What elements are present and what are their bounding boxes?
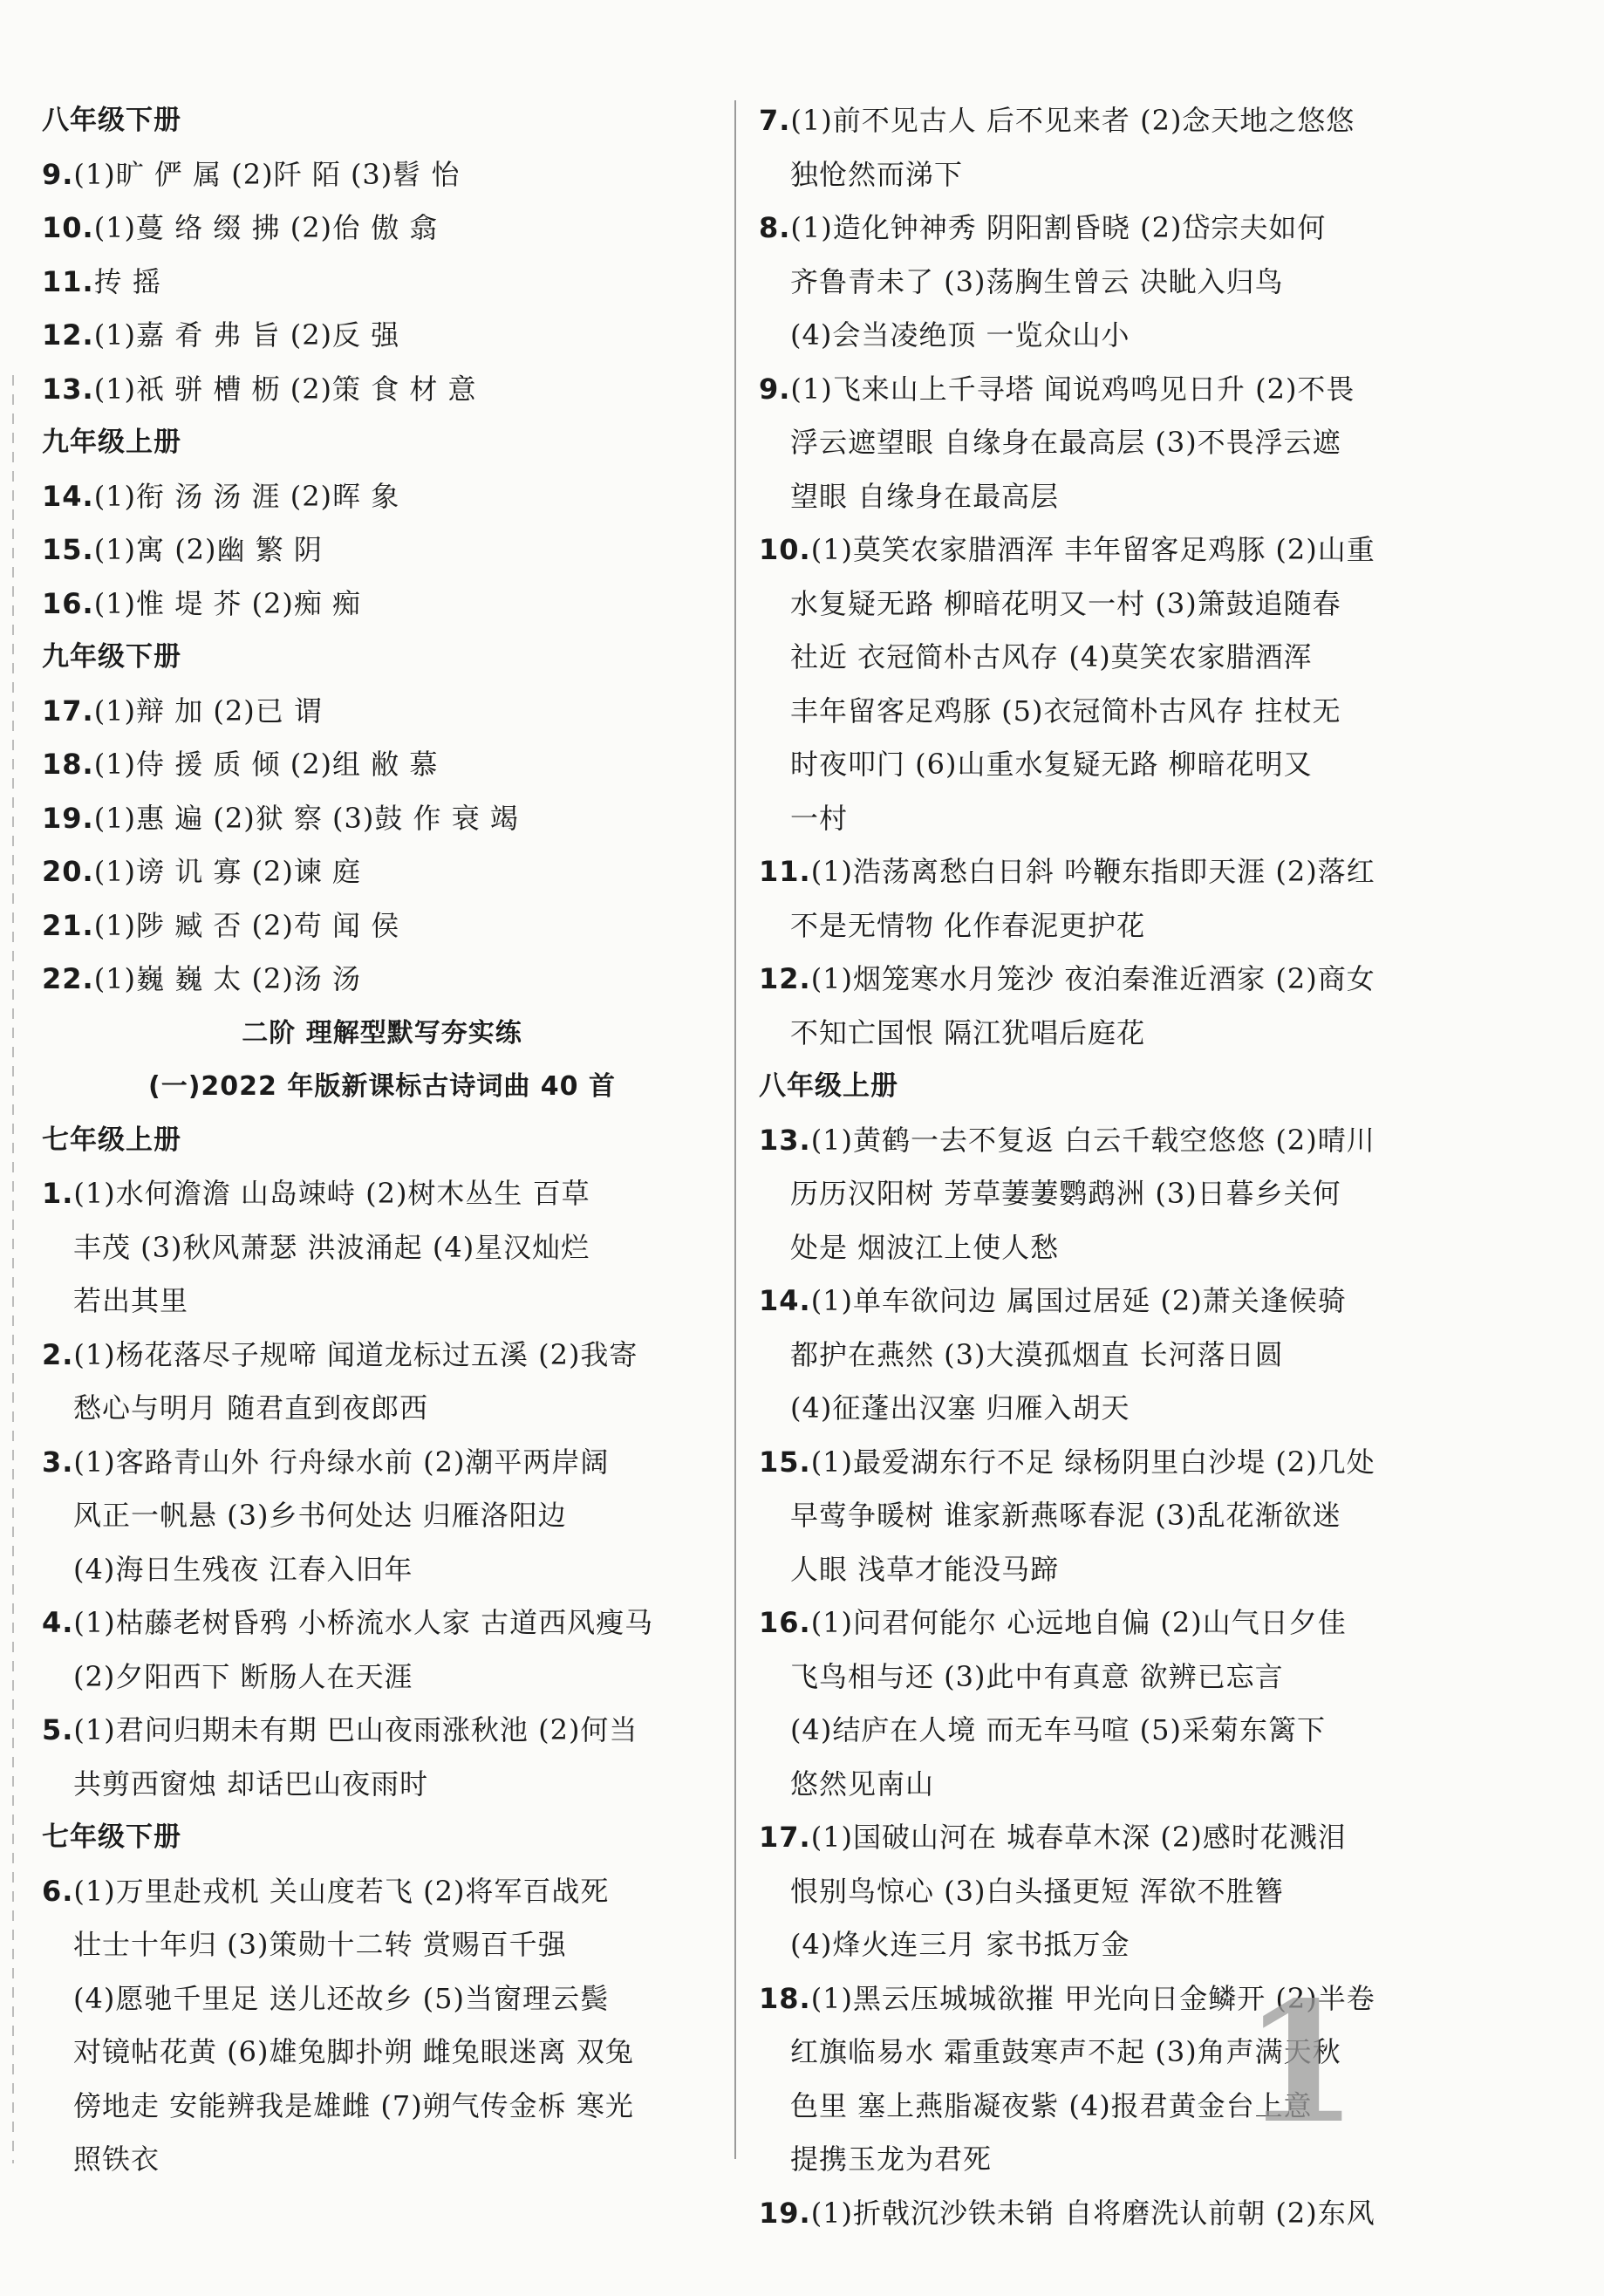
answer-continuation: 若出其里 — [73, 1284, 189, 1317]
answer-continuation: 恨别鸟惊心 (3)白头搔更短 浑欲不胜簪 — [790, 1874, 1284, 1908]
item-number: 22. — [42, 962, 94, 995]
item-number: 6. — [42, 1874, 74, 1908]
item-number: 17. — [42, 694, 94, 728]
answer-continuation: (4)结庐在人境 而无车马喧 (5)采菊东篱下 — [790, 1713, 1327, 1746]
answer-item — [42, 845, 722, 899]
answer-item — [759, 1114, 1448, 1168]
item-text: (1)客路青山外 行舟绿水前 (2)潮平两岸阔 — [73, 1445, 610, 1479]
left-column — [42, 94, 722, 2187]
item-text: (1)杨花落尽子规啼 闻道龙标过五溪 (2)我寄 — [73, 1337, 638, 1371]
item-number: 9. — [759, 372, 791, 406]
answer-continuation: (2)夕阳西下 断肠人在天涯 — [73, 1659, 413, 1693]
item-number: 19. — [42, 801, 94, 835]
answer-continuation: 不知亡国恨 隔江犹唱后庭花 — [790, 1015, 1146, 1049]
answer-item — [759, 202, 1448, 256]
item-text: (1)飞来山上千寻塔 闻说鸡鸣见日升 (2)不畏 — [790, 372, 1355, 406]
item-text: (1)国破山河在 城春草木深 (2)感时花溅泪 — [810, 1821, 1347, 1854]
answer-continuation: (4)烽火连三月 家书抵万金 — [790, 1928, 1130, 1961]
item-text: 抟 摇 — [93, 264, 161, 298]
answer-continuation: 风正一帆悬 (3)乡书何处达 归雁洛阳边 — [73, 1499, 567, 1532]
answer-continuation: 色里 塞上燕脂凝夜紫 (4)报君黄金台上意 — [790, 2088, 1313, 2122]
item-text: (1)蔓 络 缀 拂 (2)佁 傲 翕 — [93, 211, 439, 244]
answer-item — [759, 363, 1448, 417]
item-text: (1)问君何能尔 心远地自偏 (2)山气日夕佳 — [810, 1606, 1347, 1639]
answer-item — [42, 738, 722, 792]
answer-continuation: 浮云遮望眼 自缘身在最高层 (3)不畏浮云遮 — [790, 426, 1341, 459]
answer-item — [42, 1167, 722, 1221]
answer-continuation: 水复疑无路 柳暗花明又一村 (3)箫鼓追随春 — [790, 586, 1341, 620]
item-text: (1)辩 加 (2)已 谓 — [93, 694, 323, 728]
answer-item — [42, 363, 722, 417]
item-number: 13. — [759, 1123, 811, 1157]
item-text: (1)造化钟神秀 阴阳割昏晓 (2)岱宗夫如何 — [790, 211, 1327, 244]
answer-continuation: 独怆然而涕下 — [790, 157, 964, 191]
page-number: 1 — [1243, 1965, 1359, 2160]
answer-item — [42, 685, 722, 739]
item-number: 12. — [42, 318, 94, 352]
section-heading: 七年级上册 — [42, 1124, 181, 1156]
item-text: (1)寓 (2)幽 繁 阴 — [93, 533, 323, 566]
item-text: (1)万里赴戎机 关山度若飞 (2)将军百战死 — [73, 1874, 610, 1908]
section-heading: 八年级下册 — [42, 105, 181, 136]
answer-item — [42, 953, 722, 1007]
answer-item — [42, 1436, 722, 1490]
item-number: 17. — [759, 1821, 811, 1854]
item-number: 11. — [759, 855, 811, 888]
item-text: (1)祇 骈 槽 枥 (2)策 食 材 意 — [93, 372, 477, 406]
answer-continuation: (4)愿驰千里足 送儿还故乡 (5)当窗理云鬓 — [73, 1981, 610, 2015]
item-text: (1)黄鹤一去不复返 白云千载空悠悠 (2)晴川 — [810, 1123, 1375, 1157]
item-number: 7. — [759, 104, 791, 137]
item-text: (1)浩荡离愁白日斜 吟鞭东指即天涯 (2)落红 — [810, 855, 1375, 888]
item-number: 21. — [42, 908, 94, 942]
item-number: 15. — [759, 1445, 811, 1479]
answer-item — [42, 577, 722, 632]
item-text: (1)惠 遍 (2)狱 察 (3)鼓 作 衰 竭 — [93, 801, 519, 835]
part-title: 二阶 理解型默写夯实练 — [242, 1017, 522, 1049]
answer-item — [42, 792, 722, 846]
item-text: (1)水何澹澹 山岛竦峙 (2)树木丛生 百草 — [73, 1177, 590, 1210]
answer-item — [759, 1596, 1448, 1650]
answer-continuation: (4)会当凌绝顶 一览众山小 — [790, 318, 1130, 352]
answer-continuation: 望眼 自缘身在最高层 — [790, 479, 1060, 513]
item-number: 11. — [42, 264, 94, 298]
answer-item — [759, 1811, 1448, 1865]
answer-item — [42, 148, 722, 202]
column-divider — [734, 100, 736, 2159]
item-number: 13. — [42, 372, 94, 406]
answer-item — [42, 470, 722, 524]
item-number: 10. — [759, 533, 811, 566]
item-text: (1)黑云压城城欲摧 甲光向日金鳞开 (2)半卷 — [810, 1981, 1375, 2015]
item-number: 12. — [759, 962, 811, 995]
item-number: 19. — [759, 2196, 811, 2230]
answer-continuation: (4)海日生残夜 江春入旧年 — [73, 1552, 413, 1586]
answer-continuation: 丰茂 (3)秋风萧瑟 洪波涌起 (4)星汉灿烂 — [73, 1230, 590, 1264]
answer-item — [759, 845, 1448, 899]
item-number: 2. — [42, 1337, 74, 1371]
answer-item — [759, 1436, 1448, 1490]
answer-continuation: 处是 烟波江上使人愁 — [790, 1230, 1060, 1264]
item-number: 16. — [759, 1606, 811, 1639]
answer-item — [759, 94, 1448, 148]
answer-continuation: 齐鲁青未了 (3)荡胸生曾云 决眦入归鸟 — [790, 264, 1284, 298]
answer-item — [42, 1865, 722, 1919]
item-number: 8. — [759, 211, 791, 244]
section-heading: 九年级下册 — [42, 641, 181, 673]
item-text: (1)单车欲问边 属国过居延 (2)萧关逢候骑 — [810, 1284, 1347, 1317]
answer-continuation: 愁心与明月 随君直到夜郎西 — [73, 1391, 429, 1425]
item-number: 15. — [42, 533, 94, 566]
item-number: 18. — [42, 748, 94, 781]
binding-marks — [12, 375, 14, 2163]
item-text: (1)烟笼寒水月笼沙 夜泊秦淮近酒家 (2)商女 — [810, 962, 1375, 995]
item-number: 20. — [42, 855, 94, 888]
answer-continuation: 壮士十年归 (3)策勋十二转 赏赐百千强 — [73, 1928, 567, 1961]
section-heading: 七年级下册 — [42, 1821, 181, 1853]
item-number: 14. — [42, 479, 94, 513]
answer-continuation: 时夜叩门 (6)山重水复疑无路 柳暗花明又 — [790, 748, 1313, 781]
answer-continuation: 提携玉龙为君死 — [790, 2142, 993, 2176]
answer-continuation: 社近 衣冠简朴古风存 (4)莫笑农家腊酒浑 — [790, 640, 1313, 673]
item-text: (1)最爱湖东行不足 绿杨阴里白沙堤 (2)几处 — [810, 1445, 1375, 1479]
answer-continuation: 人眼 浅草才能没马蹄 — [790, 1552, 1060, 1586]
answer-continuation: (4)征蓬出汉塞 归雁入胡天 — [790, 1391, 1130, 1425]
item-number: 18. — [759, 1981, 811, 2015]
item-text: (1)枯藤老树昏鸦 小桥流水人家 古道西风瘦马 — [73, 1606, 654, 1639]
answer-continuation: 不是无情物 化作春泥更护花 — [790, 908, 1146, 942]
section-heading: 八年级上册 — [759, 1070, 898, 1102]
item-text: (1)嘉 肴 弗 旨 (2)反 强 — [93, 318, 400, 352]
answer-continuation: 傍地走 安能辨我是雄雌 (7)朔气传金柝 寒光 — [73, 2088, 634, 2122]
item-text: (1)前不见古人 后不见来者 (2)念天地之悠悠 — [790, 104, 1355, 137]
answer-continuation: 红旗临易水 霜重鼓寒声不起 (3)角声满天秋 — [790, 2035, 1341, 2068]
answer-continuation: 对镜帖花黄 (6)雄兔脚扑朔 雌兔眼迷离 双兔 — [73, 2035, 634, 2068]
item-text: (1)巍 巍 太 (2)汤 汤 — [93, 962, 362, 995]
item-number: 16. — [42, 586, 94, 620]
item-number: 1. — [42, 1177, 74, 1210]
answer-item — [42, 309, 722, 363]
answer-item — [759, 523, 1448, 577]
answer-item — [759, 953, 1448, 1007]
answer-continuation: 历历汉阳树 芳草萋萋鹦鹉洲 (3)日暮乡关何 — [790, 1177, 1341, 1210]
item-number: 3. — [42, 1445, 74, 1479]
answer-continuation: 都护在燕然 (3)大漠孤烟直 长河落日圆 — [790, 1337, 1284, 1371]
item-number: 10. — [42, 211, 94, 244]
item-text: (1)莫笑农家腊酒浑 丰年留客足鸡豚 (2)山重 — [810, 533, 1375, 566]
answer-continuation: 丰年留客足鸡豚 (5)衣冠简朴古风存 拄杖无 — [790, 694, 1341, 728]
right-column — [759, 94, 1448, 2240]
answer-continuation: 共剪西窗烛 却话巴山夜雨时 — [73, 1766, 429, 1801]
item-text: (1)旷 俨 属 (2)阡 陌 (3)髫 怡 — [73, 157, 461, 191]
answer-item — [42, 523, 722, 577]
item-text: (1)侍 援 质 倾 (2)组 敝 慕 — [93, 748, 439, 781]
item-number: 5. — [42, 1713, 74, 1746]
answer-item — [42, 202, 722, 256]
answer-item — [42, 256, 722, 310]
answer-item — [759, 1274, 1448, 1329]
answer-continuation: 早莺争暖树 谁家新燕啄春泥 (3)乱花渐欲迷 — [790, 1499, 1341, 1532]
answer-item — [759, 2187, 1448, 2241]
answer-continuation: 一村 — [790, 801, 849, 835]
section-heading: 九年级上册 — [42, 427, 181, 458]
answer-item — [42, 1704, 722, 1758]
answer-continuation: 照铁衣 — [73, 2142, 160, 2176]
answer-continuation: 悠然见南山 — [790, 1766, 935, 1801]
part-title: (一)2022 年版新课标古诗词曲 40 首 — [148, 1071, 616, 1102]
answer-continuation: 飞鸟相与还 (3)此中有真意 欲辨已忘言 — [790, 1659, 1284, 1693]
item-text: (1)折戟沉沙铁未销 自将磨洗认前朝 (2)东风 — [810, 2196, 1375, 2230]
answer-item — [42, 899, 722, 953]
item-number: 14. — [759, 1284, 811, 1317]
answer-item — [42, 1329, 722, 1383]
item-text: (1)君问归期未有期 巴山夜雨涨秋池 (2)何当 — [73, 1713, 638, 1746]
item-text: (1)陟 臧 否 (2)苟 闻 侯 — [93, 908, 400, 942]
item-text: (1)谤 讥 寡 (2)谏 庭 — [93, 855, 362, 888]
answer-item — [42, 1596, 722, 1650]
item-number: 9. — [42, 157, 74, 191]
item-text: (1)衔 汤 汤 涯 (2)晖 象 — [93, 479, 400, 513]
item-number: 4. — [42, 1606, 74, 1639]
item-text: (1)惟 堤 芥 (2)痴 痴 — [93, 586, 362, 620]
